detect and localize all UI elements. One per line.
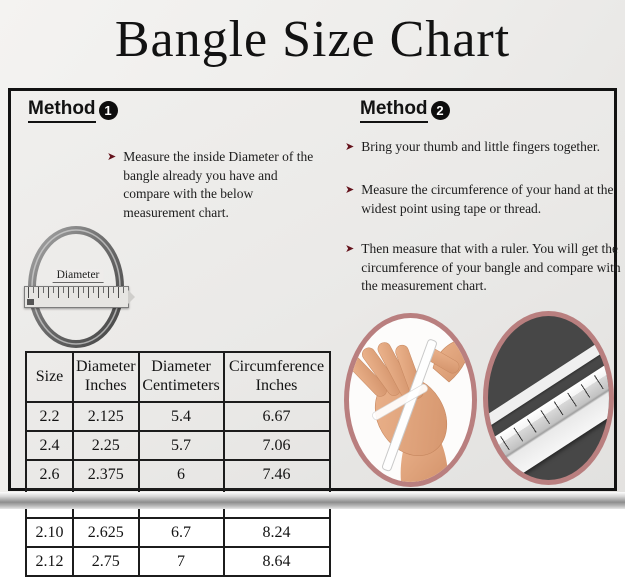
table-row [26,460,330,489]
hand-measuring-photo-oval [344,313,477,487]
table-cell: 2.10 [26,518,73,547]
bullet-arrow-icon: ➤ [345,140,355,153]
diameter-label: Diameter [53,269,104,283]
bullet-arrow-icon: ➤ [345,183,355,196]
table-cell: 6.7 [139,518,224,547]
table-cell: 2.4 [26,431,73,460]
bullet-arrow-icon: ➤ [107,150,117,163]
table-row [26,431,330,460]
method2-number-badge: 2 [431,101,450,120]
table-header-row [26,352,330,402]
table-header-diameter-inches: Diameter Inches [73,352,139,402]
table-cell: 5.4 [139,402,224,431]
method2-bullet-2 [345,181,623,218]
table-cell: 6 [139,460,224,489]
ruler-arrow-tip [128,290,135,304]
table-cell: 2.25 [73,431,139,460]
method2-bullet-2-text: Measure the circumference of your hand at the widest point using tape or thread. [361,182,614,216]
table-header-circumference-inches: Circumference Inches [224,352,330,402]
table-cell: 2.125 [73,402,139,431]
method1-instruction [107,148,329,223]
method2-heading [360,98,450,123]
method1-label: Method [28,98,96,123]
table-cell: 2.625 [73,518,139,547]
table-cell: 8.64 [224,547,330,576]
ruler-photo-oval [483,311,614,485]
diameter-ruler-icon [24,286,129,308]
bangle-diagram [23,223,133,351]
table-cell: 2.2 [26,402,73,431]
table-cell: 7 [139,547,224,576]
method2-bullet-1 [345,138,613,157]
size-table [25,351,331,577]
table-cell: 2.12 [26,547,73,576]
table-cell: 5.7 [139,431,224,460]
table-cell: 6.67 [224,402,330,431]
table-cell: 7.06 [224,431,330,460]
bullet-arrow-icon: ➤ [345,242,355,255]
table-cell: 2.375 [73,460,139,489]
table-cell: 2.6 [26,460,73,489]
method1-heading [28,98,118,123]
table-cell: 8.24 [224,518,330,547]
method2-bullet-3 [345,240,625,296]
table-row [26,402,330,431]
method1-instruction-text: Measure the inside Diameter of the bangle already you have and compare with the below measurement chart. [123,149,314,220]
table-header-diameter-centimeters: Diameter Centimeters [139,352,224,402]
table-header-size: Size [26,352,73,402]
hands-measuring-with-thread-photo [349,318,472,482]
method2-bullet-1-text: Bring your thumb and little fingers together. [361,139,601,154]
table-cell: 7.46 [224,460,330,489]
table-row [26,518,330,547]
method2-bullet-3-text: Then measure that with a ruler. You will get the circumference of your bangle and compare with the measurement chart. [361,241,621,294]
table-cell: 2.75 [73,547,139,576]
bottom-metallic-strip [0,492,625,509]
method1-number-badge: 1 [99,101,118,120]
table-row [26,547,330,576]
page-title: Bangle Size Chart [114,11,511,68]
method2-label: Method [360,98,428,123]
